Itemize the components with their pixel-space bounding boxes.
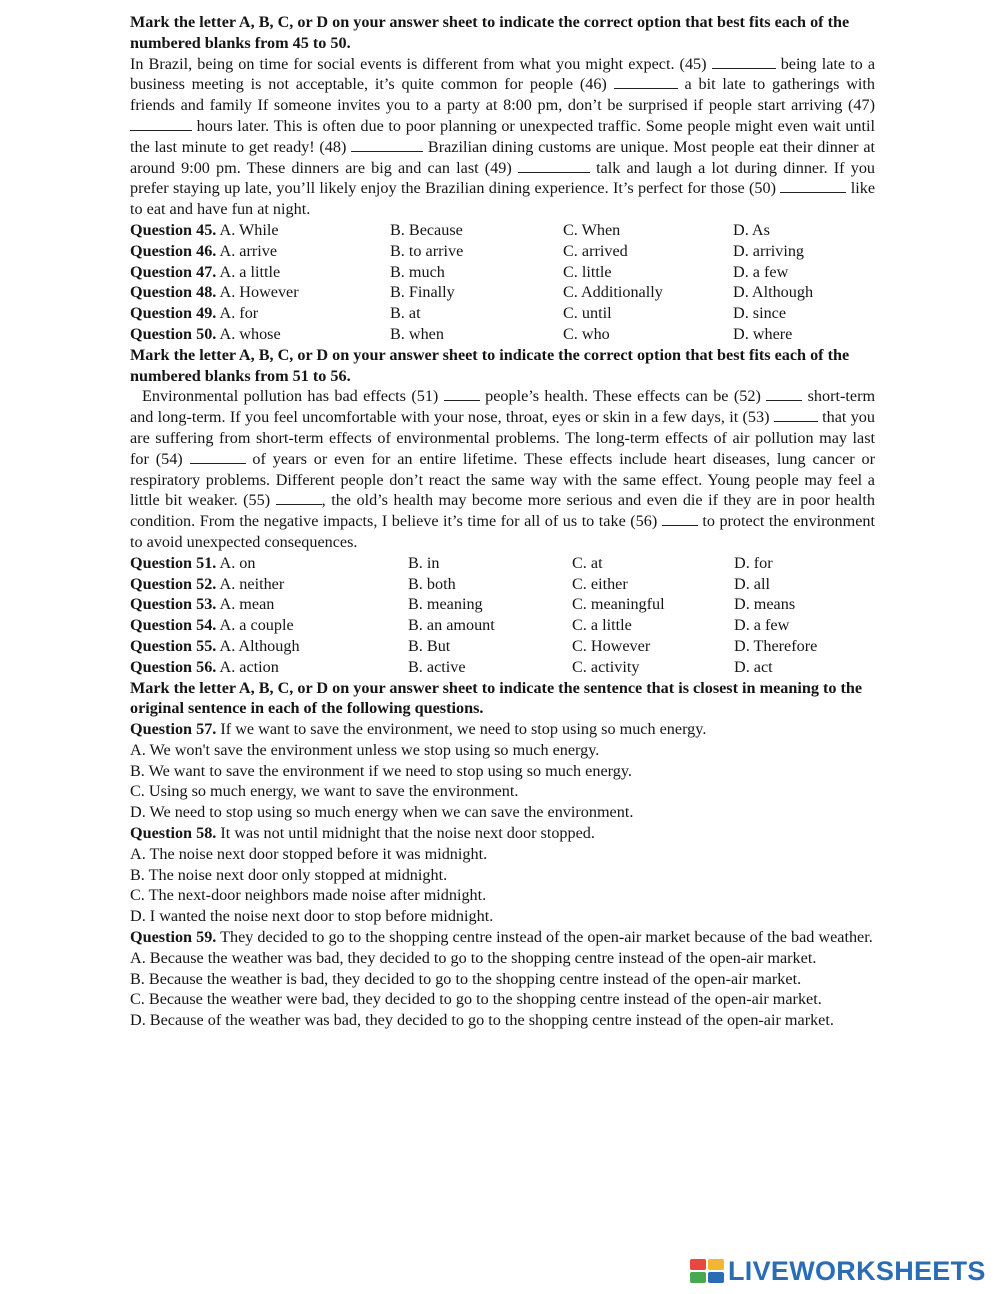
option-a[interactable]: A. neither <box>219 574 285 593</box>
option-b[interactable]: B. an amount <box>408 616 495 635</box>
option-d[interactable]: D. since <box>733 304 787 323</box>
blank-48[interactable] <box>351 137 423 152</box>
passage-text: short-term and long-term. If you feel uncomfortable with your nose, throat, eyes or skin in a few days, it (53) <box>130 387 876 427</box>
question-number: Question 46. <box>130 241 217 260</box>
option-c[interactable]: C. meaningful <box>572 595 665 614</box>
blank-45[interactable] <box>712 54 776 69</box>
option-c[interactable]: C. a little <box>572 616 632 635</box>
blank-46[interactable] <box>614 74 678 89</box>
question-number: Question 58. <box>130 824 217 843</box>
question-number: Question 50. <box>130 324 217 343</box>
question-number: Question 57. <box>130 720 217 739</box>
question-row <box>130 220 875 241</box>
choice-b[interactable]: B. Because the weather is bad, they decided to go to the shopping centre instead of the open-air market. <box>130 969 802 988</box>
question-row <box>130 262 875 283</box>
option-b[interactable]: B. Finally <box>390 283 455 302</box>
question-59 <box>130 927 875 948</box>
question-58 <box>130 823 875 844</box>
option-c[interactable]: C. arrived <box>563 241 628 260</box>
option-b[interactable]: B. meaning <box>408 595 483 614</box>
choice-c[interactable]: C. Because the weather were bad, they decided to go to the shopping centre instead of the open-air market. <box>130 990 822 1009</box>
option-d[interactable]: D. act <box>734 657 773 676</box>
logo-text: LIVEWORKSHEETS <box>728 1255 986 1286</box>
option-b[interactable]: B. much <box>390 262 445 281</box>
question-row <box>130 657 875 678</box>
question-text: They decided to go to the shopping centre instead of the open-air market because of the bad weather. <box>220 928 873 947</box>
option-d[interactable]: D. all <box>734 574 770 593</box>
passage-text: a bit late to gatherings with friends and family If someone invites you to a party at 8:00 pm, don’t be surprised if people start arriving (47) <box>130 75 876 115</box>
passage-text: In Brazil, being on time for social events is different from what you might expect. (45) <box>130 54 707 73</box>
blank-47[interactable] <box>130 116 192 131</box>
logo-square <box>690 1259 706 1270</box>
option-a[interactable]: A. mean <box>219 595 275 614</box>
section1-passage <box>130 54 875 220</box>
question-row <box>130 615 875 636</box>
logo-square <box>708 1259 724 1270</box>
option-b[interactable]: B. But <box>408 636 451 655</box>
option-b[interactable]: B. when <box>390 324 444 343</box>
question-number: Question 59. <box>130 928 217 947</box>
blank-49[interactable] <box>518 158 590 173</box>
option-a[interactable]: A. arrive <box>219 241 278 260</box>
option-c[interactable]: C. When <box>563 220 621 239</box>
option-c[interactable]: C. activity <box>572 657 640 676</box>
question-row <box>130 574 875 595</box>
choice-d[interactable]: D. We need to stop using so much energy when we can save the environment. <box>130 803 634 822</box>
option-d[interactable]: D. means <box>734 595 796 614</box>
choice-c[interactable]: C. The next-door neighbors made noise after midnight. <box>130 886 487 905</box>
question-number: Question 47. <box>130 262 217 281</box>
blank-56[interactable] <box>662 511 698 526</box>
option-c[interactable]: C. who <box>563 324 610 343</box>
section3-instruction: Mark the letter A, B, C, or D on your answer sheet to indicate the sentence that is closest in meaning to the original sentence in each of the following questions. <box>130 678 863 718</box>
choice-a[interactable]: A. The noise next door stopped before it was midnight. <box>130 844 488 863</box>
blank-55[interactable] <box>276 490 322 505</box>
option-a[interactable]: A. action <box>219 657 279 676</box>
question-number: Question 55. <box>130 636 217 655</box>
passage-text: of years or even for an entire lifetime. These effects include heart diseases, lung cancer or respiratory problems. Different people don’t react the same way with the same effect. Young people may feel a little bit weaker. (55) <box>130 449 876 510</box>
question-row <box>130 324 875 345</box>
passage-text: people’s health. These effects can be (52) <box>485 387 761 406</box>
section2-passage <box>130 386 875 552</box>
question-57 <box>130 719 875 740</box>
option-a[interactable]: A. However <box>219 283 299 302</box>
option-d[interactable]: D. a few <box>734 616 790 635</box>
question-row <box>130 282 875 303</box>
option-a[interactable]: A. on <box>219 553 256 572</box>
logo-square <box>690 1272 706 1283</box>
question-number: Question 51. <box>130 553 217 572</box>
passage-text: like to eat and have fun at night. <box>130 179 876 219</box>
passage-text: to protect the environment to avoid unexpected consequences. <box>130 512 876 551</box>
option-d[interactable]: D. a few <box>733 262 789 281</box>
passage-text: Brazilian dining customs are unique. Most people eat their dinner at around 9:00 pm. These dinners are big and can last (49) <box>130 137 876 177</box>
blank-53[interactable] <box>774 407 818 422</box>
section1-options <box>130 220 875 345</box>
option-c[interactable]: C. little <box>563 262 612 281</box>
section2-options <box>130 553 875 678</box>
choice-d[interactable]: D. Because of the weather was bad, they decided to go to the shopping centre instead of the open-air market. <box>130 1011 834 1030</box>
option-d[interactable]: D. As <box>733 220 770 239</box>
option-d[interactable]: D. Although <box>733 283 814 302</box>
blank-50[interactable] <box>780 178 846 193</box>
option-b[interactable]: B. at <box>390 304 421 323</box>
option-b[interactable]: B. to arrive <box>390 241 464 260</box>
logo-icon <box>690 1259 724 1283</box>
blank-51[interactable] <box>444 386 480 401</box>
question-row <box>130 303 875 324</box>
option-d[interactable]: D. where <box>733 324 793 343</box>
option-d[interactable]: D. Therefore <box>734 636 818 655</box>
option-b[interactable]: B. active <box>408 657 466 676</box>
logo-square <box>708 1272 724 1283</box>
passage-text: being late to a business meeting is not acceptable, it’s quite common for people (46) <box>130 54 876 94</box>
question-number: Question 45. <box>130 220 217 239</box>
blank-54[interactable] <box>190 449 246 464</box>
section2-instruction: Mark the letter A, B, C, or D on your answer sheet to indicate the correct option that best fits each of the numbered blanks from 51 to 56. <box>130 345 850 385</box>
option-a[interactable]: A. a couple <box>219 616 294 635</box>
option-c[interactable]: C. However <box>572 636 651 655</box>
option-b[interactable]: B. Because <box>390 220 463 239</box>
question-number: Question 49. <box>130 304 217 323</box>
liveworksheets-logo <box>690 1256 986 1286</box>
question-text: If we want to save the environment, we need to stop using so much energy. <box>220 720 707 739</box>
question-number: Question 52. <box>130 574 217 593</box>
option-b[interactable]: B. both <box>408 574 456 593</box>
option-d[interactable]: D. arriving <box>733 241 805 260</box>
option-a[interactable]: A. Although <box>219 636 300 655</box>
option-a[interactable]: A. a little <box>219 262 281 281</box>
section1-instruction: Mark the letter A, B, C, or D on your answer sheet to indicate the correct option that best fits each of the numbered blanks from 45 to 50. <box>130 13 850 52</box>
option-c[interactable]: C. until <box>563 304 612 323</box>
question-number: Question 48. <box>130 283 217 302</box>
passage-text: , the old’s health may become more serious and even die if they are in poor health condition. From the negative impacts, I believe it’s time for all of us to take (56) <box>130 491 875 531</box>
option-d[interactable]: D. for <box>734 553 773 572</box>
question-row <box>130 636 875 657</box>
option-b[interactable]: B. in <box>408 553 440 572</box>
choice-a[interactable]: A. We won't save the environment unless we stop using so much energy. <box>130 740 600 759</box>
worksheet-page <box>130 12 875 1031</box>
question-row <box>130 241 875 262</box>
option-a[interactable]: A. whose <box>219 324 281 343</box>
question-row <box>130 594 875 615</box>
passage-text: Environmental pollution has bad effects (51) <box>142 387 439 406</box>
question-row <box>130 553 875 574</box>
passage-text: that you are suffering from short-term effects of environmental problems. The long-term effects of air pollution may last for (54) <box>130 408 875 468</box>
choice-c[interactable]: C. Using so much energy, we want to save the environment. <box>130 782 519 801</box>
option-a[interactable]: A. While <box>219 220 279 239</box>
question-number: Question 54. <box>130 616 217 635</box>
question-text: It was not until midnight that the noise next door stopped. <box>220 824 595 843</box>
option-c[interactable]: C. Additionally <box>563 283 663 302</box>
passage-text: hours later. This is often due to poor planning or unexpected traffic. Some people might even wait until the last minute to get ready! (48) <box>130 116 876 156</box>
choice-d[interactable]: D. I wanted the noise next door to stop before midnight. <box>130 907 494 926</box>
blank-52[interactable] <box>766 386 802 401</box>
choice-b[interactable]: B. The noise next door only stopped at midnight. <box>130 865 448 884</box>
question-number: Question 56. <box>130 657 217 676</box>
option-c[interactable]: C. at <box>572 553 603 572</box>
passage-text: talk and laugh a lot during dinner. If you prefer staying up late, you’ll likely enjoy the Brazilian dining experience. It’s perfect for those (50) <box>130 158 876 198</box>
choice-a[interactable]: A. Because the weather was bad, they decided to go to the shopping centre instead of the open-air market. <box>130 948 817 967</box>
choice-b[interactable]: B. We want to save the environment if we need to stop using so much energy. <box>130 761 632 780</box>
option-a[interactable]: A. for <box>219 304 259 323</box>
question-number: Question 53. <box>130 595 217 614</box>
option-c[interactable]: C. either <box>572 574 628 593</box>
